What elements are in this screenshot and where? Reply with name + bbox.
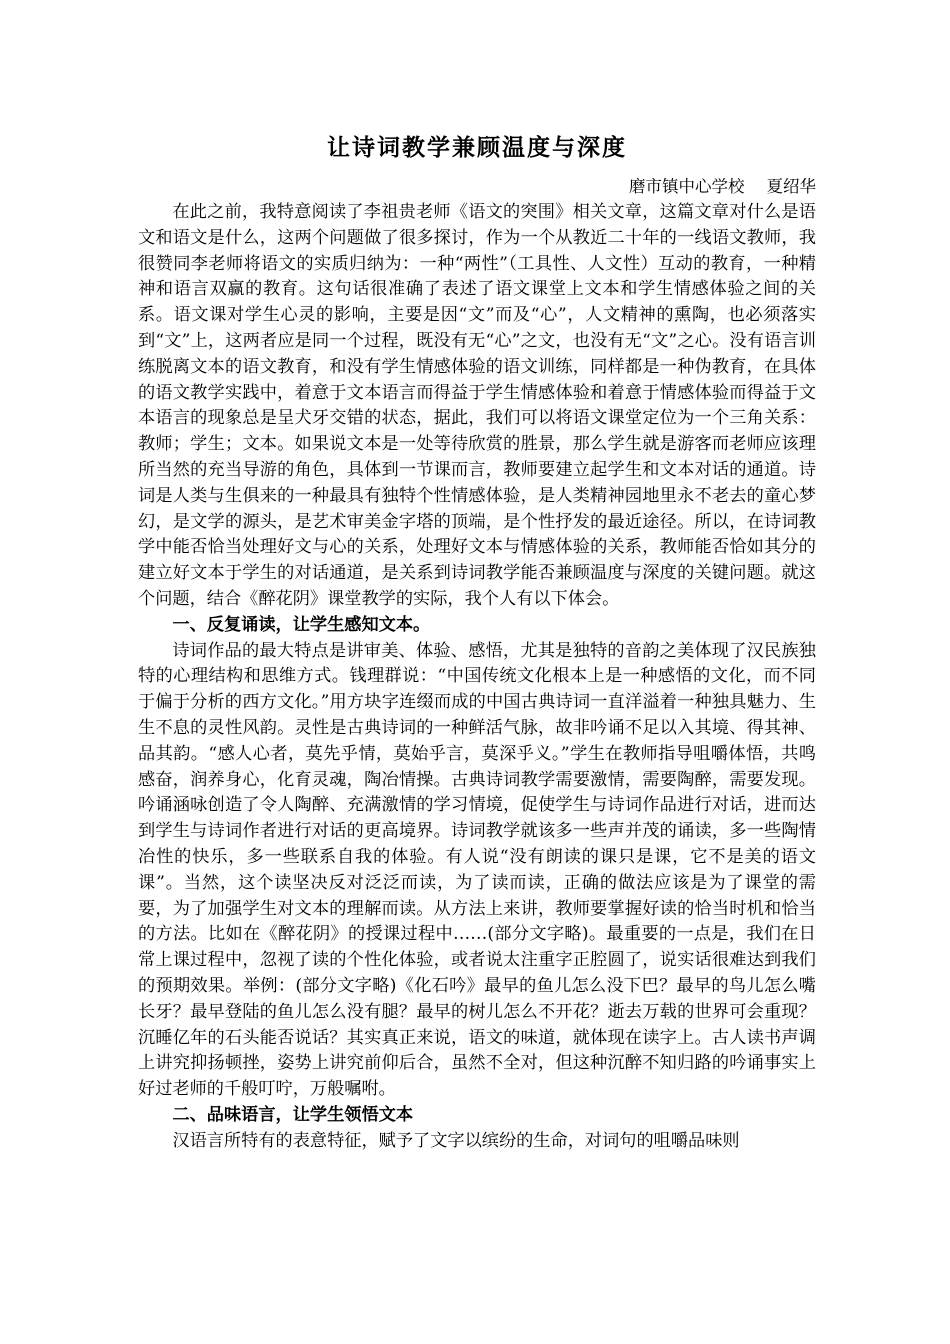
intro-paragraph: 在此之前，我特意阅读了李祖贵老师《语文的突围》相关文章，这篇文章对什么是语文和语文是什么，这两个问题做了很多探讨，作为一个从教近二十年的一线语文教师，我很赞同李老师将语文的实质归纳为：一种“两性”（工具性、人文性）互动的教育，一种精神和语言双赢的教育。这句话很准确了表述了语文课堂上文本和学生情感体验之间的关系。语文课对学生心灵的影响，主要是因“文”而及“心”，人文精神的熏陶，也必须落实到“文”上，这两者应是同一个过程，既没有无“心”之文，也没有无“文”之心。没有语言训练脱离文本的语文教育，和没有学生情感体验的语文训练，同样都是一种伪教育，在具体的语文教学实践中，着意于文本语言而得益于学生情感体验和着意于情感体验而得益于文本语言的现象总是呈犬牙交错的状态，据此，我们可以将语文课堂定位为一个三角关系：教师；学生；文本。如果说文本是一处等待欣赏的胜景，那么学生就是游客而老师应该理所当然的充当导游的角色，具体到一节课而言，教师要建立起学生和文本对话的通道。诗词是人类与生俱来的一种最具有独特个性情感体验，是人类精神园地里永不老去的童心梦幻，是文学的源头，是艺术审美金字塔的顶端，是个性抒发的最近途径。所以，在诗词教学中能否恰当处理好文与心的关系，处理好文本与情感体验的关系，教师能否恰如其分的建立好文本于学生的对话通道，是关系到诗词教学能否兼顾温度与深度的关键问题。就这个问题，结合《醉花阴》课堂教学的实际，我个人有以下体会。	[138, 202, 816, 609]
section-2-heading: 二、品味语言，让学生领悟文本	[172, 1104, 414, 1125]
section-2-paragraph: 汉语言所特有的表意特征，赋予了文字以缤纷的生命，对词句的咀嚼品味则	[172, 1130, 740, 1151]
document-page	[138, 128, 816, 1154]
section-1-paragraph: 诗词作品的最大特点是讲审美、体验、感悟，尤其是独特的音韵之美体现了汉民族独特的心理结构和思维方式。钱理群说：“中国传统文化根本上是一种感悟的文化，而不同于偏于分析的西方文化。”用方块字连缀而成的中国古典诗词一直洋溢着一种独具魅力、生生不息的灵性风韵。灵性是古典诗词的一种鲜活气脉，故非吟诵不足以入其境、得其神、品其韵。“感人心者，莫先乎情，莫始乎言，莫深乎义。”学生在教师指导咀嚼体悟，共鸣感奋，润养身心，化育灵魂，陶冶情操。古典诗词教学需要激情，需要陶醉，需要发现。吟诵涵咏创造了令人陶醉、充满激情的学习情境，促使学生与诗词作品进行对话，进而达到学生与诗词作者进行对话的更高境界。诗词教学就该多一些声并茂的诵读，多一些陶情冶性的快乐，多一些联系自我的体验。有人说“没有朗读的课只是课，它不是美的语文课”。当然，这个读坚决反对泛泛而读，为了读而读，正确的做法应该是为了课堂的需要，为了加强学生对文本的理解而读。从方法上来讲，教师要掌握好读的恰当时机和恰当的方法。比如在《醉花阴》的授课过程中……(部分文字略)。最重要的一点是，我们在日常上课过程中，忽视了读的个性化体验，或者说太注重字正腔圆了，说实话很难达到我们的预期效果。举例：(部分文字略)《化石吟》最早的鱼儿怎么没下巴？最早的鸟儿怎么嘴长牙？最早登陆的鱼儿怎么没有腿？最早的树儿怎么不开花？逝去万载的世界可会重现？沉睡亿年的石头能否说话？其实真正来说，语文的味道，就体现在读字上。古人读书声调上讲究抑扬顿挫，姿势上讲究前仰后合，虽然不全对，但这种沉醉不知归路的吟诵事实上好过老师的千般叮咛，万般嘱咐。	[138, 640, 816, 1100]
author-name: 夏绍华	[766, 177, 816, 196]
author-school: 磨市镇中心学校	[629, 177, 745, 196]
document-title: 让诗词教学兼顾温度与深度	[327, 134, 627, 161]
author-line	[138, 174, 816, 200]
section-1-heading: 一、反复诵读，让学生感知文本。	[172, 614, 431, 635]
